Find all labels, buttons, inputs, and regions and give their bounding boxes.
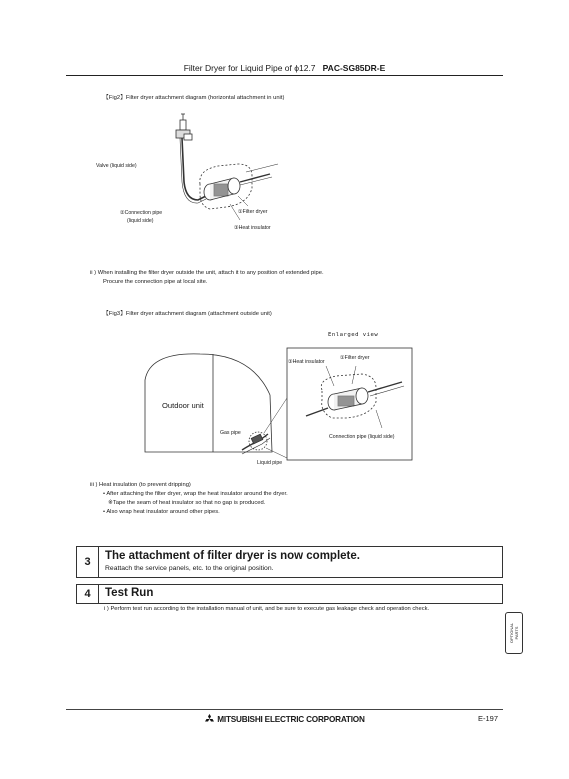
page-header-title — [0, 63, 569, 73]
enlarged-view-label: Enlarged view — [328, 332, 379, 338]
step-3-subtitle: Reattach the service panels, etc. to the original position. — [105, 565, 274, 572]
section-iii-line3: ※Tape the seam of heat insulator so that no gap is produced. — [108, 500, 266, 506]
header-rule — [66, 75, 503, 76]
fig3-heat-insulator-label: ③Heat insulator — [288, 359, 325, 365]
section-ii-line1: ii ) When installing the filter dryer outside the unit, attach it to any position of extended pipe. — [90, 270, 324, 276]
section-ii-line2: Procure the connection pipe at local site. — [103, 279, 208, 285]
header-pipe-size: ϕ12.7 — [294, 63, 316, 73]
section-iii-line2: • After attaching the filter dryer, wrap the heat insulator around the dryer. — [103, 491, 288, 497]
fig3-caption: 【Fig3】Filter dryer attachment diagram (attachment outside unit) — [103, 311, 272, 317]
step-4-title: Test Run — [105, 587, 154, 599]
step-4-detail: i ) Perform test run according to the installation manual of unit, and be sure to execute gas leakage check and operation check. — [104, 606, 430, 612]
fig3-filter-dryer-label: ①Filter dryer — [340, 355, 370, 361]
step-4-box — [76, 584, 503, 604]
fig3-connection-pipe-label: Connection pipe (liquid side) — [329, 434, 395, 440]
header-model-number: PAC-SG85DR-E — [322, 63, 386, 73]
connection-pipe-sub-label: (liquid side) — [127, 218, 154, 224]
step-3-box — [76, 546, 503, 578]
valve-label: Valve (liquid side) — [96, 163, 137, 169]
filter-dryer-label: ①Filter dryer — [238, 209, 268, 215]
optional-parts-tab-label: OPTIONAL PARTS — [509, 622, 519, 644]
connection-pipe-label: ②Connection pipe — [120, 210, 163, 216]
fig2-caption: 【Fig2】Filter dryer attachment diagram (horizontal attachment in unit) — [103, 95, 285, 101]
liquid-pipe-label: Liquid pipe — [257, 460, 283, 466]
optional-parts-tab — [505, 612, 523, 654]
filter-dryer-icon — [204, 178, 240, 200]
step-3-title: The attachment of filter dryer is now complete. — [105, 550, 360, 562]
header-title-prefix: Filter Dryer for Liquid Pipe of — [183, 63, 295, 73]
footer-brand-text: MITSUBISHI ELECTRIC CORPORATION — [217, 715, 365, 724]
outdoor-unit-label: Outdoor unit — [162, 401, 204, 410]
step-3-number: 3 — [77, 547, 99, 577]
page-number: E-197 — [478, 714, 499, 723]
footer-rule — [66, 709, 503, 710]
mitsubishi-logo-icon — [204, 714, 215, 723]
valve-icon — [176, 114, 192, 140]
gas-pipe-label: Gas pipe — [220, 430, 241, 436]
section-iii-line4: • Also wrap heat insulator around other pipes. — [103, 509, 220, 515]
step-4-number: 4 — [77, 585, 99, 603]
section-iii-line1: iii ) Heat insulation (to prevent dripping) — [90, 482, 191, 488]
fig2-diagram — [160, 112, 310, 222]
heat-insulator-label: ③Heat insulator — [234, 225, 271, 231]
